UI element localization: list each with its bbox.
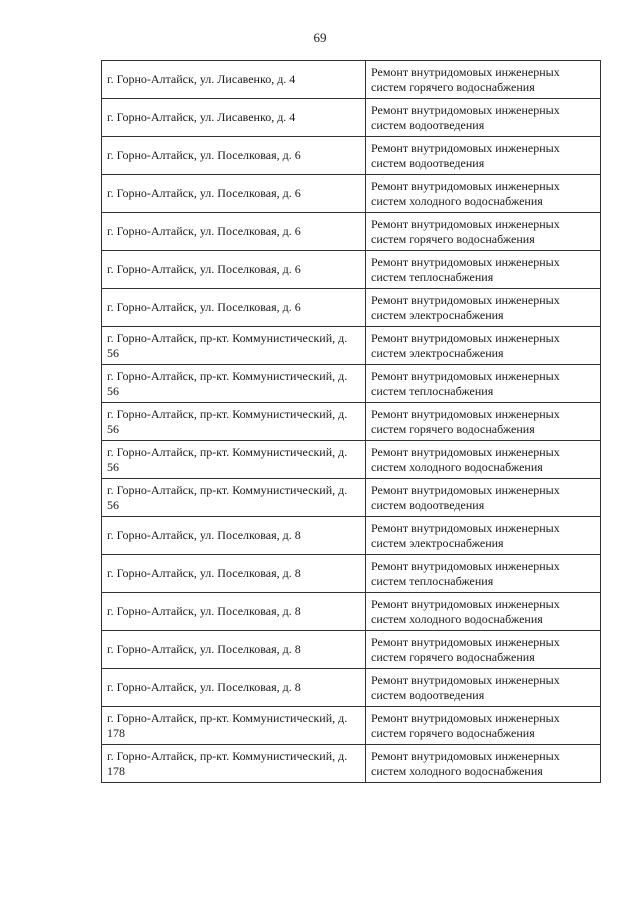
table-row: [102, 593, 601, 631]
table-row: [102, 631, 601, 669]
address-cell: г. Горно-Алтайск, ул. Лисавенко, д. 4: [102, 99, 366, 137]
work-cell: Ремонт внутридомовых инженерных систем водоотведения: [366, 99, 601, 137]
address-cell: г. Горно-Алтайск, пр-кт. Коммунистический, д. 56: [102, 479, 366, 517]
table-row: [102, 137, 601, 175]
table-row: [102, 745, 601, 783]
address-cell: г. Горно-Алтайск, ул. Поселковая, д. 6: [102, 251, 366, 289]
address-cell: г. Горно-Алтайск, ул. Поселковая, д. 6: [102, 175, 366, 213]
work-cell: Ремонт внутридомовых инженерных систем горячего водоснабжения: [366, 213, 601, 251]
works-table: [101, 60, 601, 783]
works-table-body: [102, 61, 601, 783]
work-cell: Ремонт внутридомовых инженерных систем горячего водоснабжения: [366, 403, 601, 441]
work-cell: Ремонт внутридомовых инженерных систем горячего водоснабжения: [366, 631, 601, 669]
table-row: [102, 403, 601, 441]
address-cell: г. Горно-Алтайск, ул. Поселковая, д. 8: [102, 517, 366, 555]
table-row: [102, 441, 601, 479]
address-cell: г. Горно-Алтайск, ул. Поселковая, д. 6: [102, 289, 366, 327]
work-cell: Ремонт внутридомовых инженерных систем электроснабжения: [366, 327, 601, 365]
page-number: 69: [313, 30, 327, 45]
table-row: [102, 213, 601, 251]
work-cell: Ремонт внутридомовых инженерных систем холодного водоснабжения: [366, 593, 601, 631]
work-cell: Ремонт внутридомовых инженерных систем водоотведения: [366, 479, 601, 517]
address-cell: г. Горно-Алтайск, пр-кт. Коммунистический, д. 56: [102, 441, 366, 479]
table-row: [102, 669, 601, 707]
address-cell: г. Горно-Алтайск, ул. Лисавенко, д. 4: [102, 61, 366, 99]
address-cell: г. Горно-Алтайск, ул. Поселковая, д. 8: [102, 555, 366, 593]
table-row: [102, 289, 601, 327]
address-cell: г. Горно-Алтайск, пр-кт. Коммунистический, д. 56: [102, 327, 366, 365]
address-cell: г. Горно-Алтайск, пр-кт. Коммунистический, д. 56: [102, 403, 366, 441]
table-row: [102, 175, 601, 213]
work-cell: Ремонт внутридомовых инженерных систем горячего водоснабжения: [366, 61, 601, 99]
work-cell: Ремонт внутридомовых инженерных систем теплоснабжения: [366, 365, 601, 403]
work-cell: Ремонт внутридомовых инженерных систем теплоснабжения: [366, 555, 601, 593]
address-cell: г. Горно-Алтайск, ул. Поселковая, д. 8: [102, 669, 366, 707]
work-cell: Ремонт внутридомовых инженерных систем теплоснабжения: [366, 251, 601, 289]
address-cell: г. Горно-Алтайск, ул. Поселковая, д. 6: [102, 137, 366, 175]
address-cell: г. Горно-Алтайск, пр-кт. Коммунистический, д. 56: [102, 365, 366, 403]
address-cell: г. Горно-Алтайск, ул. Поселковая, д. 8: [102, 593, 366, 631]
work-cell: Ремонт внутридомовых инженерных систем холодного водоснабжения: [366, 175, 601, 213]
work-cell: Ремонт внутридомовых инженерных систем водоотведения: [366, 137, 601, 175]
table-row: [102, 99, 601, 137]
table-row: [102, 61, 601, 99]
table-row: [102, 251, 601, 289]
table-row: [102, 327, 601, 365]
address-cell: г. Горно-Алтайск, ул. Поселковая, д. 8: [102, 631, 366, 669]
work-cell: Ремонт внутридомовых инженерных систем электроснабжения: [366, 517, 601, 555]
table-row: [102, 365, 601, 403]
table-row: [102, 707, 601, 745]
work-cell: Ремонт внутридомовых инженерных систем холодного водоснабжения: [366, 745, 601, 783]
table-row: [102, 517, 601, 555]
table-row: [102, 479, 601, 517]
table-row: [102, 555, 601, 593]
address-cell: г. Горно-Алтайск, пр-кт. Коммунистический, д. 178: [102, 745, 366, 783]
work-cell: Ремонт внутридомовых инженерных систем горячего водоснабжения: [366, 707, 601, 745]
work-cell: Ремонт внутридомовых инженерных систем холодного водоснабжения: [366, 441, 601, 479]
address-cell: г. Горно-Алтайск, пр-кт. Коммунистический, д. 178: [102, 707, 366, 745]
work-cell: Ремонт внутридомовых инженерных систем водоотведения: [366, 669, 601, 707]
work-cell: Ремонт внутридомовых инженерных систем электроснабжения: [366, 289, 601, 327]
address-cell: г. Горно-Алтайск, ул. Поселковая, д. 6: [102, 213, 366, 251]
